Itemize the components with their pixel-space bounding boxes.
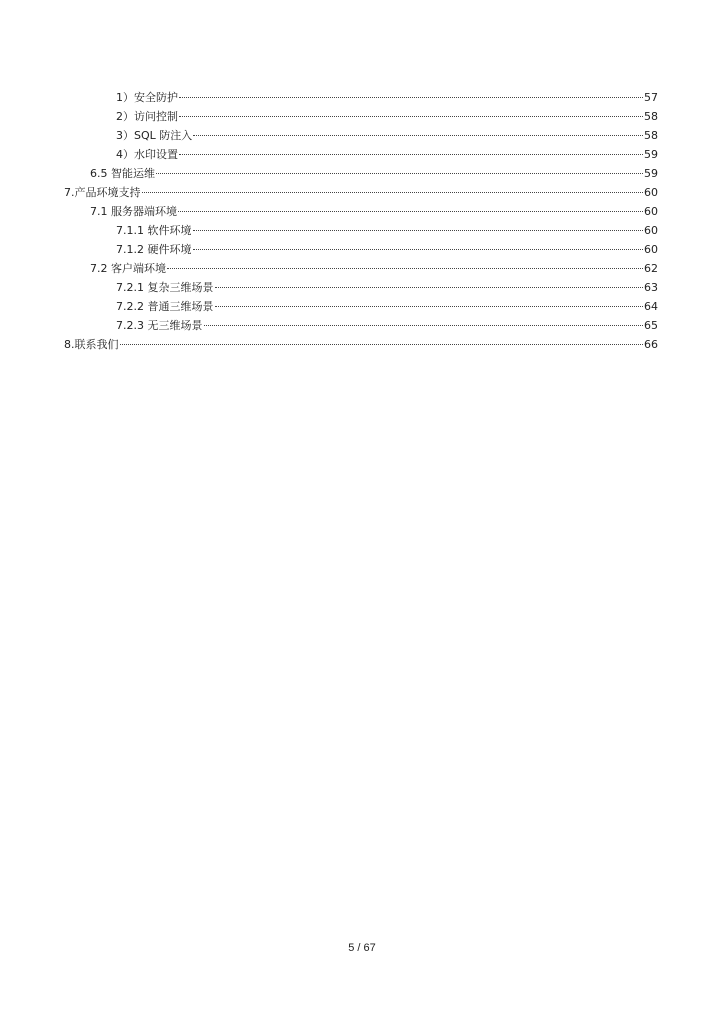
dot-leader <box>193 249 644 250</box>
toc-entry[interactable] <box>116 221 658 240</box>
dot-leader <box>215 287 644 288</box>
dot-leader <box>167 268 643 269</box>
toc-entry-page: 65 <box>644 319 658 332</box>
toc-entry[interactable] <box>64 183 658 202</box>
toc-entry[interactable] <box>90 164 658 183</box>
toc-entry-page: 63 <box>644 281 658 294</box>
dot-leader <box>178 211 643 212</box>
toc-entry-page: 66 <box>644 338 658 351</box>
toc-entry-label: 3）SQL 防注入 <box>116 129 193 142</box>
dot-leader <box>179 154 643 155</box>
toc-entry[interactable] <box>116 297 658 316</box>
toc-entry[interactable] <box>116 126 658 145</box>
toc-entry-page: 58 <box>644 129 658 142</box>
toc-entry[interactable] <box>116 240 658 259</box>
toc-entry[interactable] <box>116 278 658 297</box>
toc-entry[interactable] <box>116 145 658 164</box>
toc-entry-page: 60 <box>644 224 658 237</box>
dot-leader <box>142 192 644 193</box>
dot-leader <box>215 306 644 307</box>
toc-entry-label: 7.2.3 无三维场景 <box>116 319 203 332</box>
toc-entry[interactable] <box>90 202 658 221</box>
toc-entry-page: 62 <box>644 262 658 275</box>
toc-entry-label: 7.1 服务器端环境 <box>90 205 177 218</box>
toc-entry-label: 8.联系我们 <box>64 338 119 351</box>
toc-entry[interactable] <box>90 259 658 278</box>
toc-entry[interactable] <box>116 316 658 335</box>
toc-entry-page: 60 <box>644 205 658 218</box>
toc-entry-label: 7.1.2 硬件环境 <box>116 243 192 256</box>
toc-entry-label: 6.5 智能运维 <box>90 167 155 180</box>
toc-entry-page: 58 <box>644 110 658 123</box>
dot-leader <box>179 97 643 98</box>
dot-leader <box>204 325 644 326</box>
dot-leader <box>193 135 643 136</box>
toc-entry[interactable] <box>116 88 658 107</box>
dot-leader <box>120 344 644 345</box>
toc-entry-page: 60 <box>644 243 658 256</box>
toc-entry-label: 7.产品环境支持 <box>64 186 141 199</box>
toc-entry-label: 2）访问控制 <box>116 110 178 123</box>
toc-entry-label: 1）安全防护 <box>116 91 178 104</box>
toc-entry[interactable] <box>64 335 658 354</box>
toc-entry-label: 7.1.1 软件环境 <box>116 224 192 237</box>
dot-leader <box>156 173 643 174</box>
page-number-footer: 5 / 67 <box>348 942 376 954</box>
toc-entry-label: 7.2.1 复杂三维场景 <box>116 281 214 294</box>
toc-entry-page: 59 <box>644 148 658 161</box>
dot-leader <box>179 116 643 117</box>
dot-leader <box>193 230 644 231</box>
toc-entry-page: 60 <box>644 186 658 199</box>
toc-entry-label: 7.2.2 普通三维场景 <box>116 300 214 313</box>
toc-entry-page: 57 <box>644 91 658 104</box>
toc-entry-page: 64 <box>644 300 658 313</box>
toc-entry-label: 4）水印设置 <box>116 148 178 161</box>
toc-entry-label: 7.2 客户端环境 <box>90 262 166 275</box>
toc-entry[interactable] <box>116 107 658 126</box>
toc-entry-page: 59 <box>644 167 658 180</box>
